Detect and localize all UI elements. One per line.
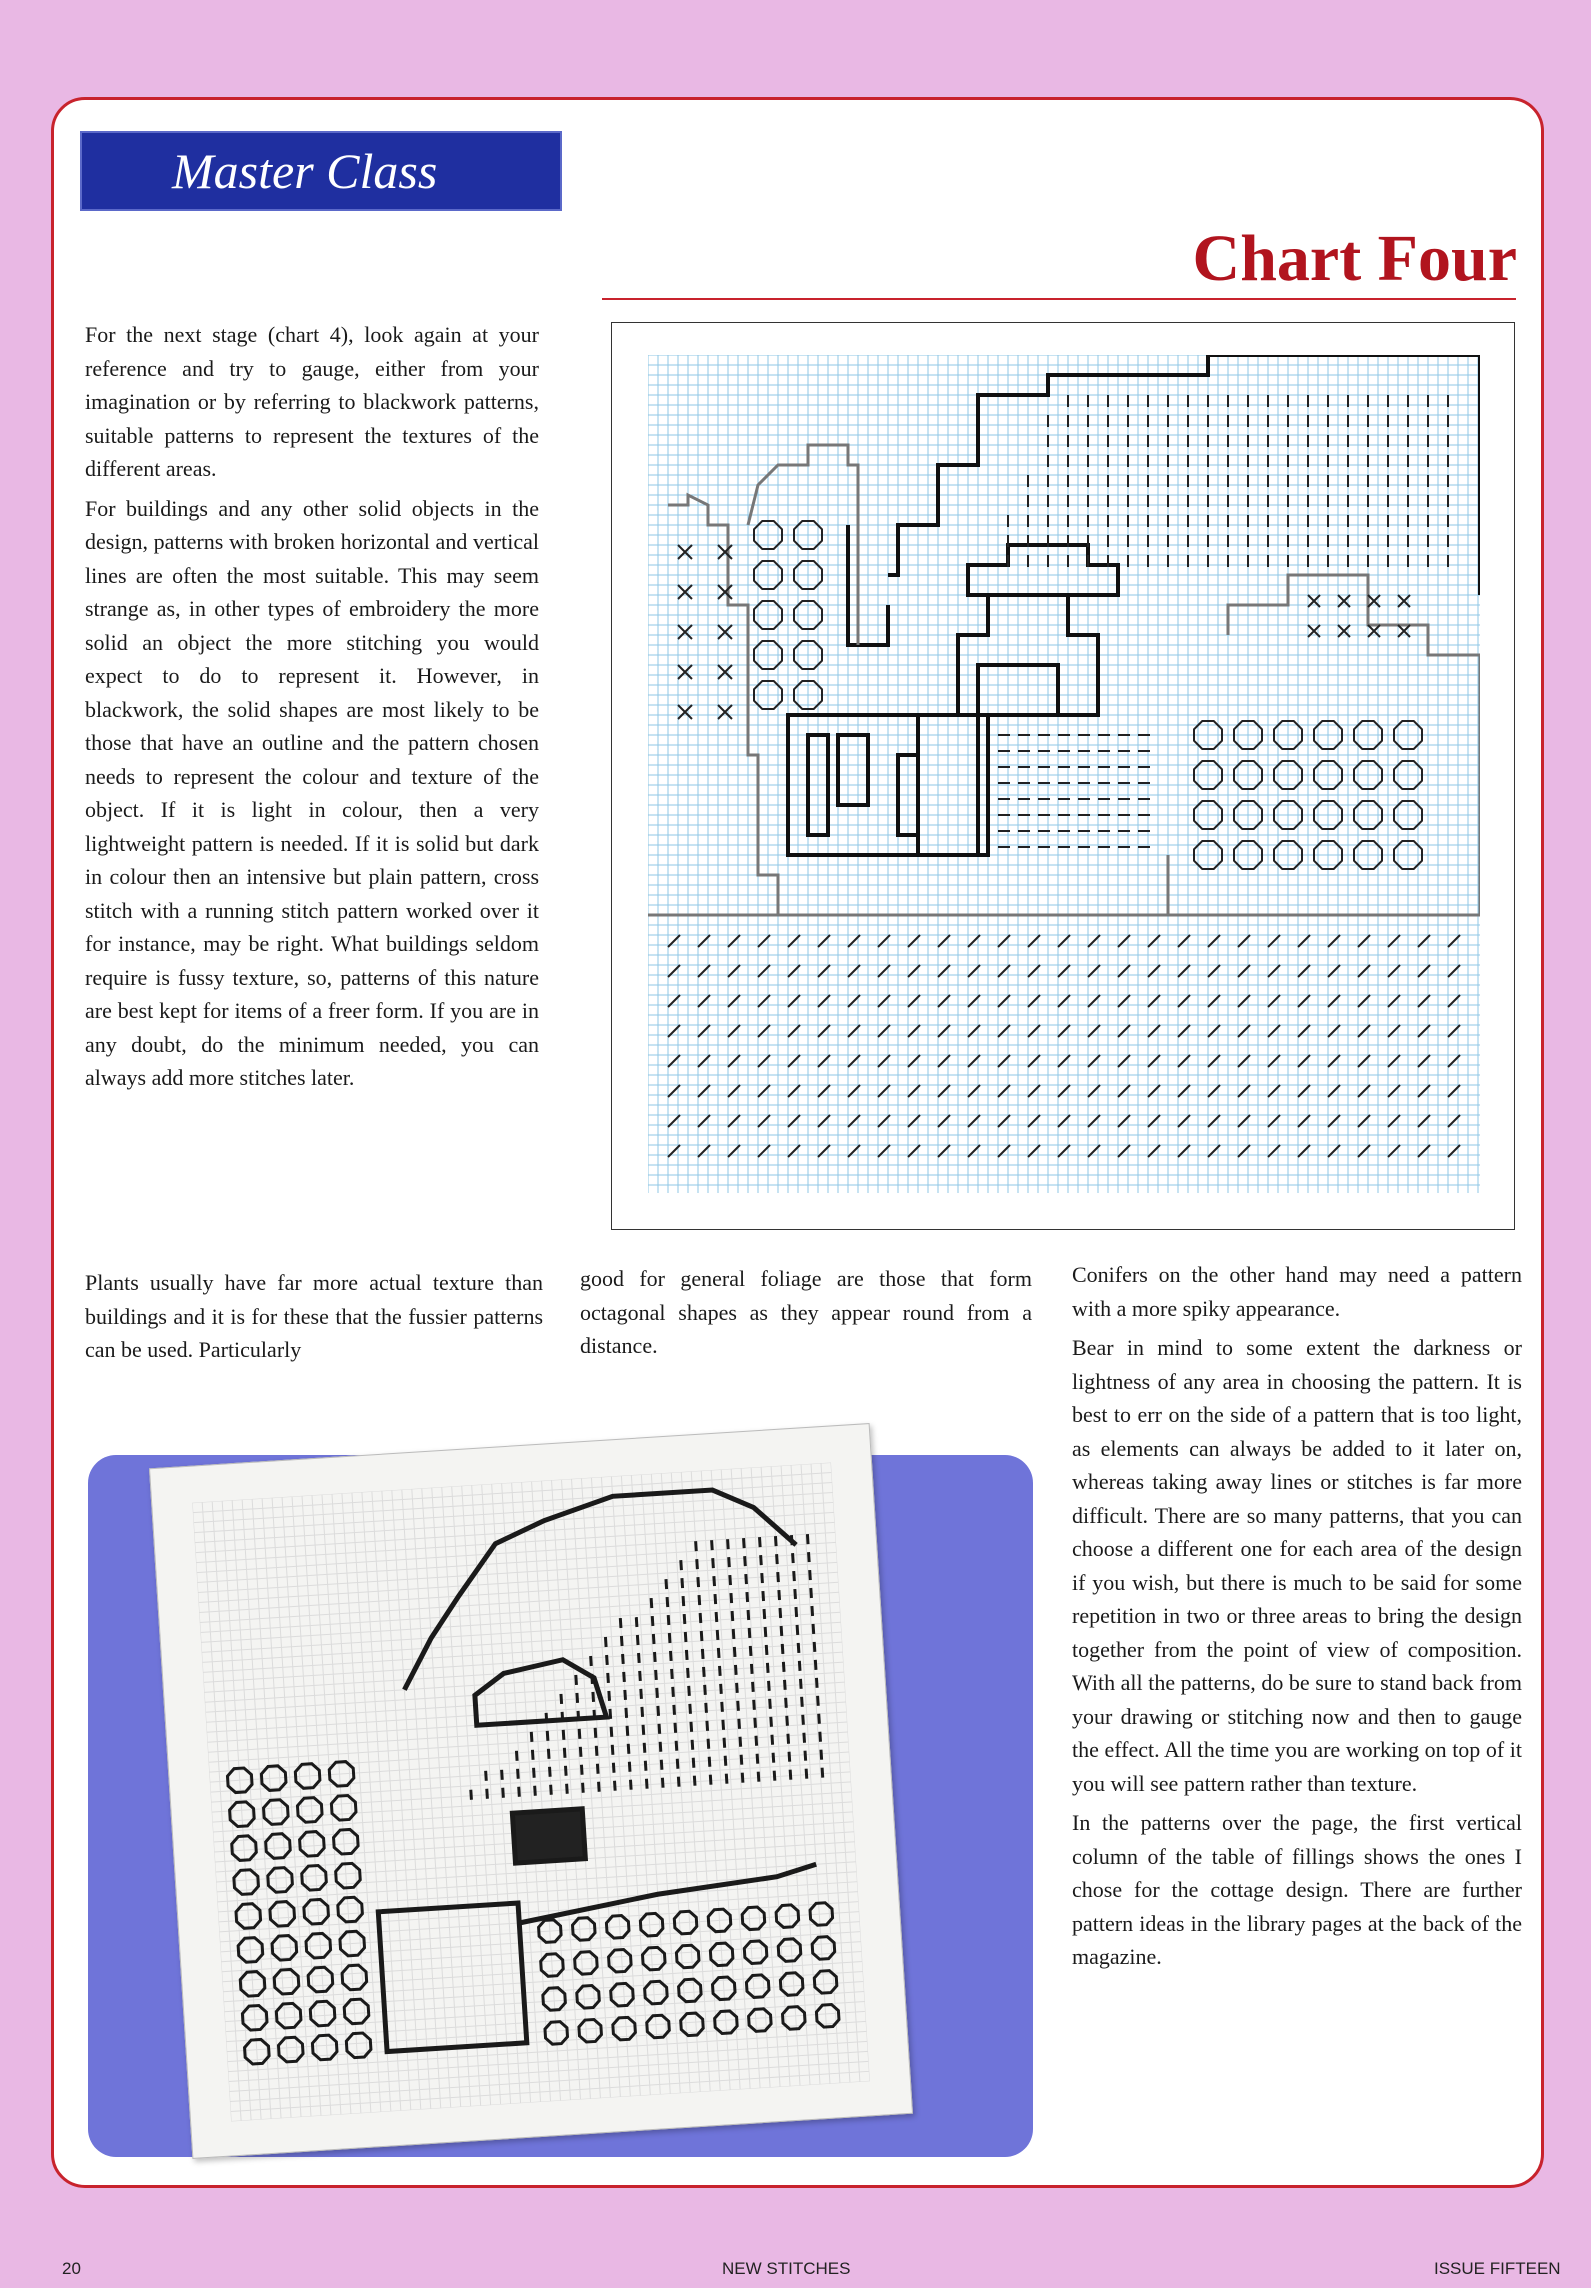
body-column-3	[1072, 1258, 1522, 1980]
body-column-2	[580, 1262, 1032, 1369]
paragraph: For the next stage (chart 4), look again at your reference and try to gauge, either from your imagination or by referring to blackwork patterns, suitable patterns to represent the textures of the different areas.	[85, 322, 539, 481]
body-column-1-bottom	[85, 1266, 543, 1373]
cottage-roof	[968, 545, 1118, 595]
paragraph: For buildings and any other solid objects in the design, patterns with broken horizontal and vertical lines are often the most suitable. This may seem strange as, in other types of embroidery the more solid an object the more stitching you would expect to do to represent it. However, in blackwork, the solid shapes are most likely to be those that have an outline and the pattern chosen needs to represent the colour and texture of the object. If it is light in colour, then a very lightweight pattern is needed. If it is solid but dark in colour then an intensive but plain pattern, cross stitch with a running stitch pattern worked over it for instance, may be right. What buildings seldom require is fussy texture, so, patterns of this nature are best kept for items of a freer form. If you are in any doubt, do the minimum needed, you can always add more stitches later.	[85, 495, 539, 1090]
photo-window-dark	[512, 1809, 585, 1863]
section-banner: Master Class	[80, 131, 562, 211]
blackwork-chart	[611, 322, 1515, 1230]
stitched-sample-drawing	[192, 1463, 870, 2122]
page-number: 20	[62, 2259, 81, 2278]
paragraph: In the patterns over the page, the first vertical column of the table of fillings shows the ones I chose for the cottage design. There are further pattern ideas in the library pages at the back of the magazine.	[1072, 1810, 1522, 1969]
paragraph: Bear in mind to some extent the darkness or lightness of any area in choosing the pattern. It is best to err on the side of a pattern that is too light, as elements can always be added to it later on, whereas taking away lines or stitches is far more difficult. There are so many patterns, that you can choose a different one for each area of the design if you wish, but there is much to be said for some repetition in two or three areas to bring the design together from the point of view of composition. With all the patterns, do be sure to stand back from your drawing or stitching now and then to gauge the effect. All the time you are working on top of it you will see pattern rather than texture.	[1072, 1335, 1522, 1796]
body-column-1	[85, 318, 539, 1101]
paragraph: Plants usually have far more actual texture than buildings and it is for these that the fussier patterns can be used. Particularly	[85, 1270, 543, 1362]
title-rule	[602, 298, 1516, 300]
chart-grid-drawing	[648, 355, 1480, 1193]
magazine-name: NEW STITCHES	[722, 2259, 851, 2278]
stitched-sample-photo	[149, 1423, 913, 2159]
paragraph: good for general foliage are those that form octagonal shapes as they appear round from a distance.	[580, 1266, 1032, 1358]
issue-label: ISSUE FIFTEEN	[1434, 2259, 1561, 2278]
chart-title: Chart Four	[1192, 222, 1517, 295]
photo-garden	[517, 1864, 819, 1923]
paragraph: Conifers on the other hand may need a pattern with a more spiky appearance.	[1072, 1262, 1522, 1321]
